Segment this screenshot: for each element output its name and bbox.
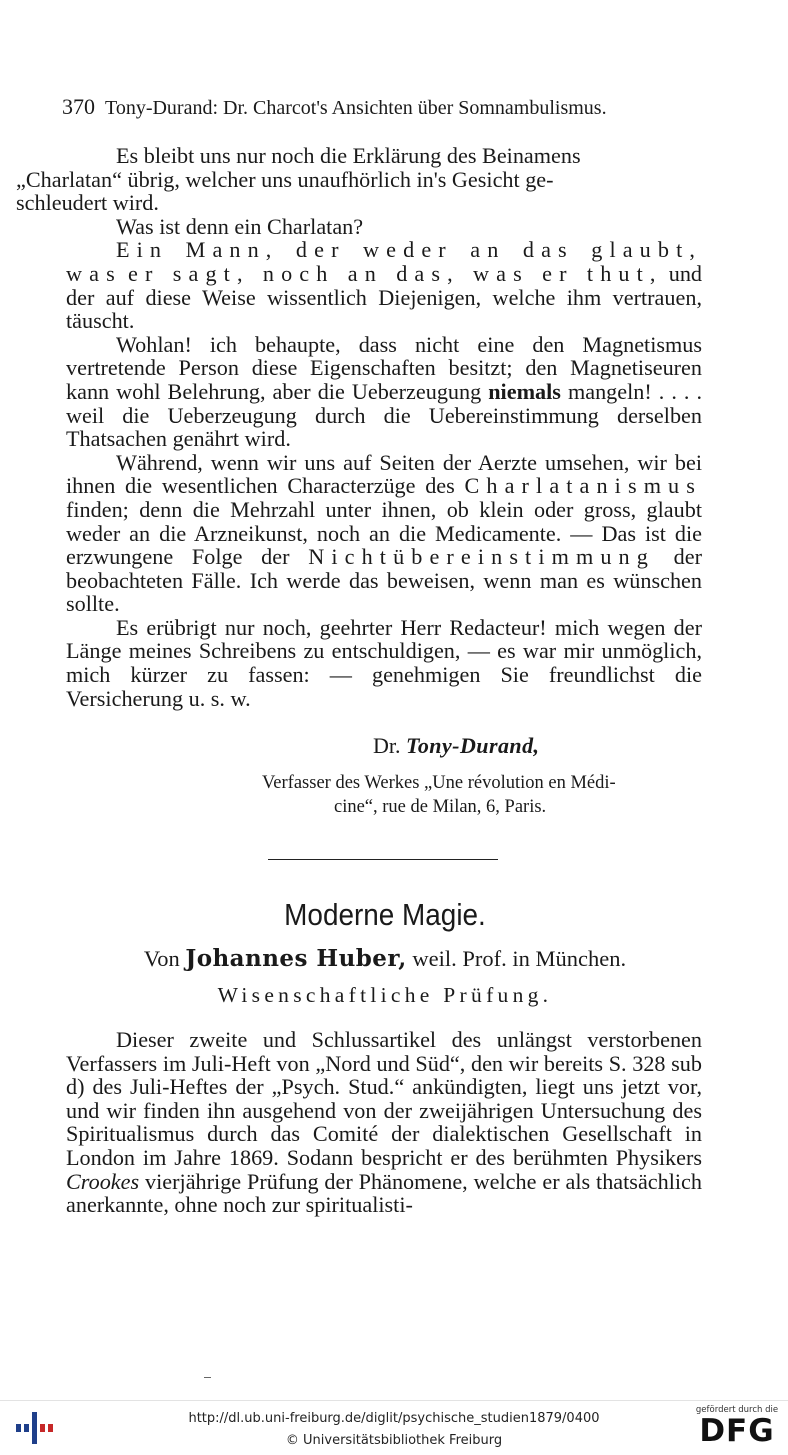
article-subtitle: Wisenschaftliche Prüfung. — [217, 983, 553, 1007]
signature-prefix: Dr. — [373, 733, 401, 758]
article-byline — [0, 945, 770, 972]
signature-name: Tony-Durand, — [406, 733, 540, 758]
emphasis-text: Nichtübereinstimmung — [308, 544, 655, 570]
letter-paragraph-2: Was ist denn ein Charlatan? — [116, 213, 364, 239]
stray-mark — [204, 1377, 211, 1378]
signature — [373, 733, 539, 759]
text: Wohlan! ich behaupte, dass nicht eine den Magnetismus vertretende Person diese Eigenschaften besitzt; den Magnetiseuren kann wohl Belehrung, aber die Ueberzeugung — [66, 331, 702, 404]
text: Dieser zweite und Schlussartikel des unlängst verstorbenen Verfassers im Juli-Heft von „Nord und Süd“, den wir bereits S. 328 sub d) des Juli-Heftes der „Psych. Stud.“ ankündigten, liegt uns jetzt vor, und wir finden ihn ausgehend von der zweijährigen Untersuchung des Spiritualismus durch das Comité der dialektischen Gesellschaft in London im Jahre 1869. Sodann bespricht er des berühmten Physikers — [66, 1027, 702, 1170]
bold-text: niemals — [488, 378, 561, 404]
text: vierjährige Prüfung der Phänomene, welche er als thatsächlich anerkannte, ohne noch zur spiritualisti- — [66, 1168, 703, 1218]
byline-prefix: Von — [143, 946, 180, 971]
emphasis-text: er sagt, noch an das, was er thut, — [128, 260, 663, 286]
text: Während, wenn wir uns auf Seiten der Aerzte umsehen, wir bei ihnen die wesentlichen Characterzüge des — [66, 449, 702, 499]
letter-paragraph-4 — [66, 333, 702, 451]
viewer-footer — [0, 1400, 788, 1455]
author-name: Johannes Huber, — [185, 945, 407, 972]
running-title: Tony-Durand: Dr. Charcot's Ansichten über Somnambulismus. — [105, 97, 607, 119]
article-body — [66, 1028, 702, 1217]
dfg-caption: gefördert durch die — [695, 1405, 779, 1415]
text: der beobachteten Fälle. Ich werde das beweisen, wenn man es wünschen sollte. — [66, 544, 702, 617]
letter-paragraph-5 — [66, 451, 702, 616]
dfg-logo[interactable] — [694, 1405, 780, 1451]
line: „Charlatan“ übrig, welcher uns unaufhörlich in's Gesicht ge- — [16, 166, 554, 192]
letter-paragraph-6: Es erübrigt nur noch, geehrter Herr Redacteur! mich wegen der Länge meines Schreibens zu entschuldigen, — es war mir unmöglich, mich kürzer zu fassen: — genehmigen Sie freundlichst die Versicherung u. s. w. — [66, 614, 702, 711]
emphasis-text: Ein Mann, der weder an das glaubt, was — [66, 237, 702, 286]
dfg-logo-text: DFG — [699, 1413, 775, 1449]
note-line: cine“, rue de Milan, 6, Paris. — [334, 797, 547, 817]
running-header — [62, 94, 702, 120]
note-line: Verfasser des Werkes „Une révolution en Médi- — [262, 773, 616, 793]
article-title: Moderne Magie. — [284, 897, 486, 932]
copyright-text: © Universitätsbibliothek Freiburg — [285, 1433, 503, 1448]
line: schleudert wird. — [16, 190, 159, 216]
article-paragraph-1 — [66, 1028, 702, 1217]
emphasis-text: Charlatanismus — [464, 473, 702, 499]
page-url-link[interactable]: http://dl.ub.uni-freiburg.de/diglit/psychische_studien1879/0400 — [188, 1411, 600, 1426]
letter-paragraph-1 — [16, 143, 702, 216]
byline-suffix: weil. Prof. in München. — [412, 946, 627, 971]
text: mangeln! . . . . weil die Ueberzeugung durch die Uebereinstimmung derselben Thatsachen genährt wird. — [66, 378, 703, 452]
signature-note — [262, 771, 702, 819]
letter-paragraph-3 — [66, 238, 702, 332]
line: Es bleibt uns nur noch die Erklärung des Beinamens — [116, 143, 581, 168]
text: finden; denn die Mehrzahl unter ihnen, ob klein oder gross, glaubt weder an die Arzneikunst, noch an die Medicamente. — Das ist die erzwungene Folge der — [66, 496, 702, 570]
text: und der auf diese Weise wissentlich Diejenigen, welche ihm vertrauen, täuscht. — [66, 260, 702, 334]
letter-body — [16, 143, 703, 711]
section-divider — [268, 859, 498, 860]
italic-text: Crookes — [66, 1168, 140, 1194]
page-number: 370 — [62, 94, 95, 119]
